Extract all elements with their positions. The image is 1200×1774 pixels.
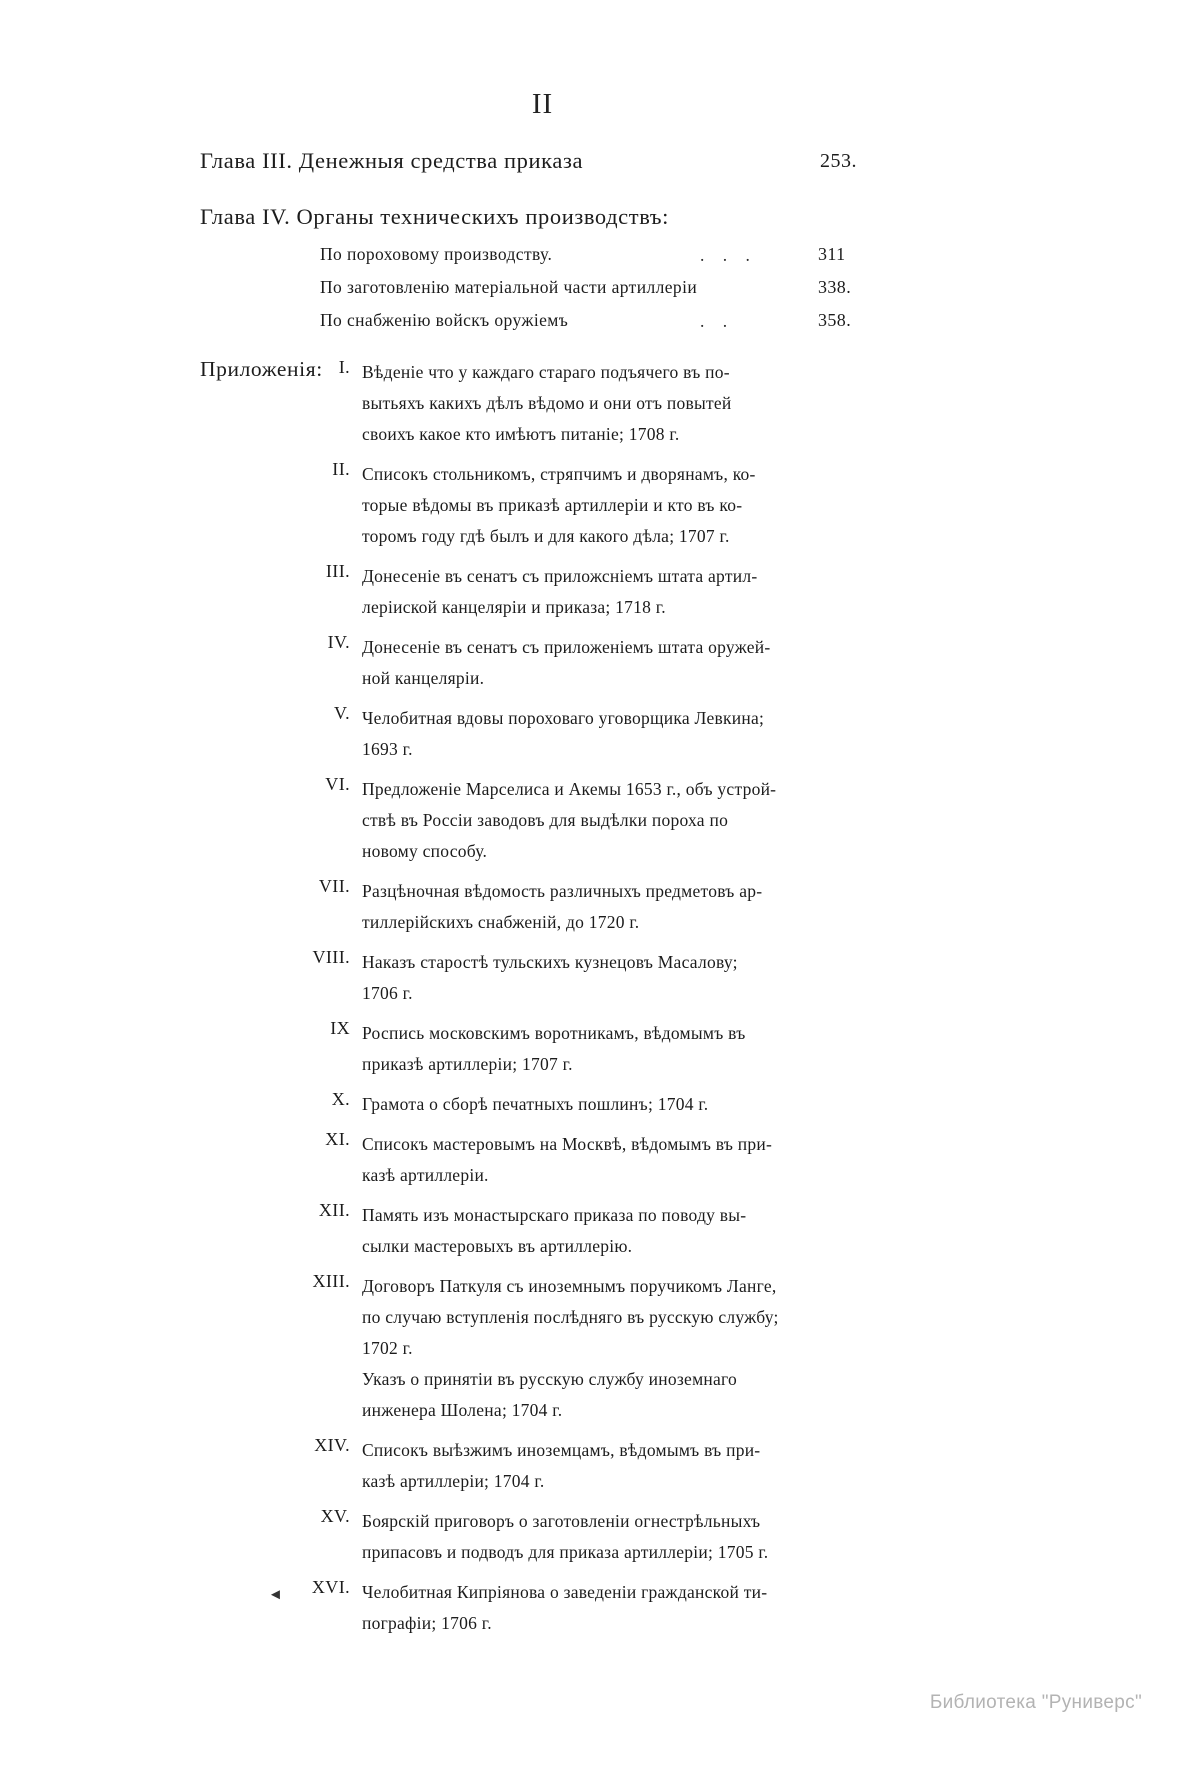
- appendix-item-line: Донесеніе въ сенатъ съ приложеніемъ штата оружей-: [362, 637, 771, 657]
- appendix-item-line: инженера Шолена; 1704 г.: [362, 1400, 563, 1420]
- appendix-block: [0, 357, 1200, 1639]
- appendix-item: [0, 357, 1200, 450]
- appendix-item-line: своихъ какое кто имѣютъ питаніе; 1708 г.: [362, 424, 680, 444]
- appendix-item-line: вытьяхъ какихъ дѣлъ вѣдомо и они отъ повытей: [362, 393, 732, 413]
- appendix-item-list: [0, 357, 1200, 1639]
- appendix-item: [0, 1271, 1200, 1426]
- appendix-item-number: XV.: [320, 1506, 350, 1526]
- appendix-item-text: [362, 703, 872, 765]
- appendix-item-text: [362, 1506, 872, 1568]
- appendix-item: [0, 561, 1200, 623]
- appendix-item-line: сылки мастеровыхъ въ артиллерію.: [362, 1236, 633, 1256]
- appendix-item-text: [362, 561, 872, 623]
- toc-subsection-row: [0, 277, 1200, 310]
- appendix-item-line: Роспись московскимъ воротникамъ, вѣдомымъ въ: [362, 1023, 746, 1043]
- appendix-item-line: Наказъ старостѣ тульскихъ кузнецовъ Масалову;: [362, 952, 738, 972]
- appendix-item-line: торомъ году гдѣ былъ и для какого дѣла; 1707 г.: [362, 526, 730, 546]
- appendix-item: [0, 1129, 1200, 1191]
- appendix-item: [0, 632, 1200, 694]
- appendix-item-line: Челобитная вдовы пороховаго уговорщика Левкина;: [362, 708, 765, 728]
- appendix-item-line: леріиской канцеляріи и приказа; 1718 г.: [362, 597, 666, 617]
- appendix-item-text: [362, 947, 872, 1009]
- appendix-item-number: I.: [338, 357, 350, 377]
- appendix-item-line: 1693 г.: [362, 739, 413, 759]
- appendix-item-number: VIII.: [312, 947, 350, 967]
- toc-leader-dots: . .: [700, 311, 735, 331]
- appendix-item-line: пографіи; 1706 г.: [362, 1613, 492, 1633]
- appendix-item-line: казѣ артиллеріи.: [362, 1165, 489, 1185]
- toc-chapter-row: [0, 148, 1200, 178]
- appendix-item-line: 1706 г.: [362, 983, 413, 1003]
- appendix-item-text: [362, 876, 872, 938]
- appendix-item-line: Списокъ выѣзжимъ иноземцамъ, вѣдомымъ въ при-: [362, 1440, 761, 1460]
- appendix-item-line: Предложеніе Марселиса и Акемы 1653 г., объ устрой-: [362, 779, 777, 799]
- appendix-item-text: [362, 1271, 872, 1426]
- appendix-item-line: новому способу.: [362, 841, 488, 861]
- appendix-item: [0, 1435, 1200, 1497]
- appendix-item-line: Грамота о сборѣ печатныхъ пошлинъ; 1704 г.: [362, 1094, 709, 1114]
- toc-subsection-row: [0, 310, 1200, 343]
- appendix-item: [0, 1018, 1200, 1080]
- appendix-item-number: XII.: [318, 1200, 350, 1220]
- appendix-item-line: приказѣ артиллеріи; 1707 г.: [362, 1054, 573, 1074]
- toc-subsection-title: По снабженію войскъ оружіемъ: [320, 310, 569, 330]
- appendix-item-number: VI.: [325, 774, 350, 794]
- toc-subsection-page: 338.: [818, 277, 852, 297]
- appendix-item-line: Разцѣночная вѣдомость различныхъ предметовъ ар-: [362, 881, 763, 901]
- appendix-item-text: [362, 1018, 872, 1080]
- appendix-item-text: [362, 459, 872, 552]
- toc-leader-dots: . . .: [700, 245, 757, 265]
- appendix-item-text: [362, 1577, 872, 1639]
- toc-subsection-list: [0, 244, 1200, 343]
- appendix-item: [0, 947, 1200, 1009]
- appendix-item-number: II.: [332, 459, 350, 479]
- appendix-item-line: Челобитная Кипріянова о заведеніи гражданской ти-: [362, 1582, 768, 1602]
- appendix-item-text: [362, 774, 872, 867]
- appendix-item-text: [362, 1089, 872, 1120]
- appendix-item-number: VII.: [318, 876, 350, 896]
- appendix-item-number: X.: [331, 1089, 350, 1109]
- toc-subsection-title: По заготовленію матеріальной части артиллеріи: [320, 277, 698, 297]
- table-of-contents: [0, 148, 1200, 1648]
- appendix-item-line: ствѣ въ Россіи заводовъ для выдѣлки пороха по: [362, 810, 729, 830]
- appendix-item-line: припасовъ и подводъ для приказа артиллеріи; 1705 г.: [362, 1542, 769, 1562]
- toc-chapter-row: [0, 204, 1200, 234]
- appendix-item-number: XVI.: [311, 1577, 350, 1597]
- appendix-item-line: казѣ артиллеріи; 1704 г.: [362, 1471, 545, 1491]
- toc-chapter-title: Глава III. Денежныя средства приказа: [200, 148, 584, 173]
- appendix-item: [0, 876, 1200, 938]
- page-number: II: [531, 88, 554, 120]
- appendix-item-line: Договоръ Паткуля съ иноземнымъ поручикомъ Ланге,: [362, 1276, 777, 1296]
- appendix-item: [0, 1577, 1200, 1639]
- appendix-item: [0, 1506, 1200, 1568]
- appendix-item-number: V.: [334, 703, 350, 723]
- appendix-item-number: XIII.: [312, 1271, 350, 1291]
- appendix-item: [0, 459, 1200, 552]
- appendix-item-line: Вѣденіе что у каждаго стараго подъячего въ по-: [362, 362, 730, 382]
- appendix-item-line: по случаю вступленія послѣдняго въ русскую службу;: [362, 1307, 779, 1327]
- appendix-item-line: Донесеніе въ сенатъ съ приложсніемъ штата артил-: [362, 566, 758, 586]
- toc-chapter-title: Глава IV. Органы техническихъ производствъ:: [200, 204, 669, 229]
- appendix-item-line: 1702 г.: [362, 1338, 413, 1358]
- toc-chapter-page: 253.: [820, 150, 857, 172]
- library-watermark: Библиотека "Руниверс": [929, 1692, 1142, 1713]
- appendix-item-line: ной канцеляріи.: [362, 668, 485, 688]
- appendix-item-line: тиллерійскихъ снабженій, до 1720 г.: [362, 912, 640, 932]
- appendix-item-line: Списокъ стольникомъ, стряпчимъ и дворянамъ, ко-: [362, 464, 756, 484]
- appendix-item: [0, 1200, 1200, 1262]
- appendix-item-number: XI.: [325, 1129, 350, 1149]
- appendix-item-line: Боярскій приговоръ о заготовленіи огнестрѣльныхъ: [362, 1511, 761, 1531]
- appendix-item-number: IV.: [327, 632, 350, 652]
- appendix-item-line: Указъ о принятіи въ русскую службу иноземнаго: [362, 1369, 738, 1389]
- toc-subsection-page: 358.: [818, 310, 852, 330]
- appendix-item-text: [362, 357, 872, 450]
- appendix-heading: Приложенія:: [200, 357, 323, 381]
- appendix-item-number: III.: [325, 561, 350, 581]
- appendix-item-text: [362, 632, 872, 694]
- appendix-item-text: [362, 1200, 872, 1262]
- appendix-item-line: Память изъ монастырскаго приказа по поводу вы-: [362, 1205, 747, 1225]
- appendix-item: [0, 703, 1200, 765]
- appendix-item-text: [362, 1129, 872, 1191]
- appendix-item-line: торые вѣдомы въ приказѣ артиллеріи и кто въ ко-: [362, 495, 743, 515]
- appendix-item-text: [362, 1435, 872, 1497]
- toc-subsection-row: [0, 244, 1200, 277]
- appendix-item: [0, 1089, 1200, 1120]
- pencil-mark-icon: ◄: [268, 1587, 283, 1603]
- appendix-item: [0, 774, 1200, 867]
- appendix-item-number: IX: [330, 1018, 350, 1038]
- appendix-item-line: Списокъ мастеровымъ на Москвѣ, вѣдомымъ въ при-: [362, 1134, 773, 1154]
- toc-subsection-title: По пороховому производству.: [320, 244, 553, 264]
- toc-subsection-page: 311: [818, 244, 846, 264]
- appendix-item-number: XIV.: [314, 1435, 350, 1455]
